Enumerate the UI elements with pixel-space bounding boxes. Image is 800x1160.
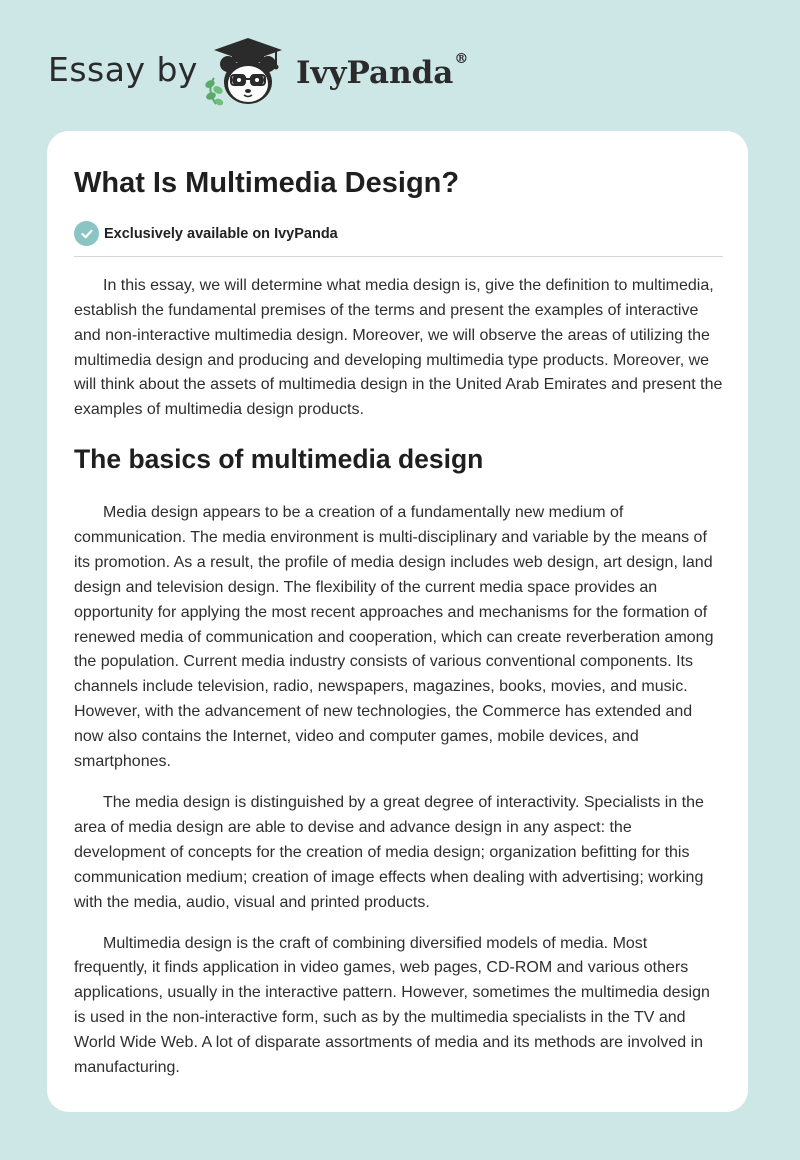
intro-paragraph: In this essay, we will determine what media design is, give the definition to multimedia, establish the fundamental premises of the terms and present the examples of interactive and non-interactive multimedia design. Moreover, we will observe the areas of utilizing the multimedia design and producing and developing multimedia type products. Moreover, we will think about the assets of multimedia design in the United Arab Emirates and present the examples of multimedia design products. xyxy=(74,276,723,419)
divider xyxy=(74,256,723,257)
registered-mark: ® xyxy=(454,51,469,67)
section-heading: The basics of multimedia design xyxy=(74,444,484,475)
body-paragraph-3: Multimedia design is the craft of combining diversified models of media. Most frequently, it finds application in video games, web pages, CD-ROM and various others applications, usually in the interactive pattern. However, sometimes the multimedia design is used in the non-interactive form, such as by the multimedia specialists in the TV and World Wide Web. A lot of disparate assortments of media and its methods are involved in manufacturing. xyxy=(74,934,710,1077)
check-icon xyxy=(74,221,99,246)
site-header xyxy=(0,0,800,130)
essay-card xyxy=(47,131,748,1112)
essay-content xyxy=(74,166,724,1081)
exclusive-label: Exclusively available on IvyPanda xyxy=(104,225,338,242)
brand-text: IvyPanda xyxy=(296,55,454,91)
page-title: What Is Multimedia Design? xyxy=(74,167,460,199)
essay-by-label: Essay by xyxy=(48,50,198,89)
exclusive-badge xyxy=(74,221,724,247)
brand-name[interactable] xyxy=(296,51,469,91)
body-paragraph-1: Media design appears to be a creation of a fundamentally new medium of communication. The media environment is multi-disciplinary and variable by the means of its promotion. As a result, the profile of media design includes web design, art design, land design and television design. The flexibility of the current media space provides an opportunity for applying the most recent approaches and mechanisms for the formation of renewed media of communication and cooperation, which can create reverberation among the population. Current media industry consists of various conventional components. Its channels include television, radio, newspapers, magazines, books, movies, and music. However, with the advancement of new technologies, the Commerce has extended and now also contains the Internet, video and computer games, mobile devices, and smartphones. xyxy=(74,504,714,771)
body-paragraph-2: The media design is distinguished by a great degree of interactivity. Specialists in the area of media design are able to devise and advance design in any aspect: the development of concepts for the creation of media design; organization befitting for this communication medium; creation of image effects when dealing with advertising; working with the media, audio, visual and printed products. xyxy=(74,794,704,911)
panda-graduate-logo-icon[interactable] xyxy=(200,34,296,114)
